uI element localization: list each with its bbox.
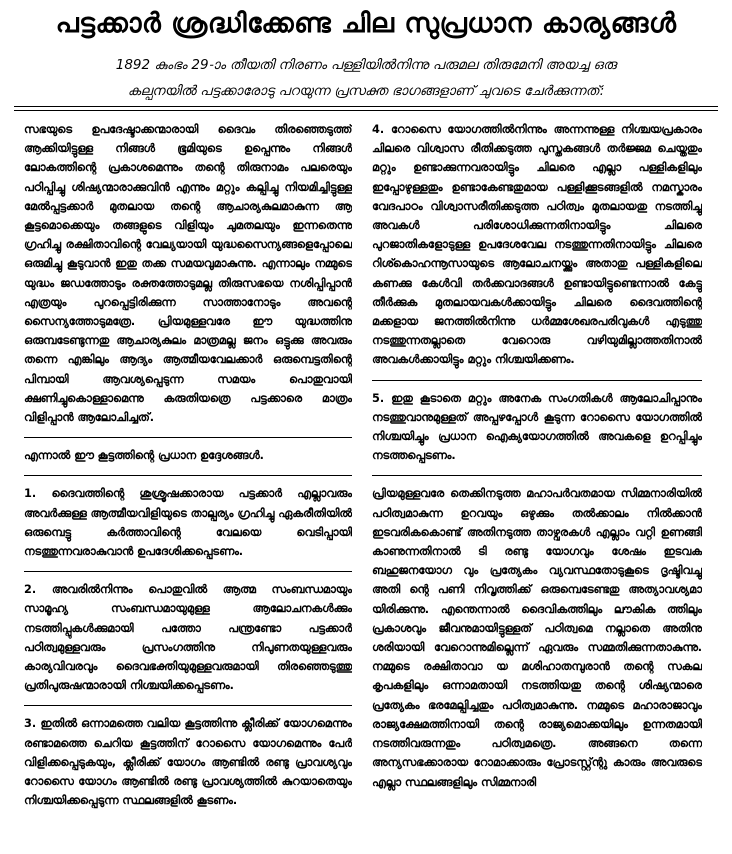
paragraph-divider [24,705,352,706]
point-5-paragraph: 5. ഇതു കൂടാതെ മറ്റും അനേക സംഗതികൾ ആലോചിപ്പാനും നടത്തുവാനുമുള്ളത് അപ്പഴപ്പോൾ കൂടുന്ന റോസൈ യോഗത്തിൽ നിശ്ചയിച്ചും പ്രധാന ഐക്യയോഗത്തിൽ അവകളെ ഉറപ്പിച്ചും നടത്തപ്പെടണം. [372,391,702,463]
paragraph-divider [24,437,352,438]
right-column [372,120,702,852]
divider-top [14,106,718,107]
divider-bottom [14,110,718,111]
subtitle-line-2: കല്പനയിൽ പട്ടക്കാരോടു പറയുന്ന പ്രസക്ത ഭാഗങ്ങളാണ് ചുവടെ ചേർക്കുന്നത്: [127,83,605,99]
point-2-paragraph: 2. അവരിൽനിന്നും പൊതുവിൽ ആത്മ സംബന്ധമായും സാമൂഹ്യ സംബന്ധമായുമുള്ള ആലോചനകൾക്കും നടത്തിപ്പുകൾക്കുമായി പത്തോ പന്ത്രണ്ടോ പട്ടക്കാർ പഠിത്വമുള്ളവരും പ്രസംഗത്തിനു നിപുണതയുള്ളവരും കാര്യവിവരവും ദൈവഭക്തിയുമുള്ളവരുമായി തിരഞ്ഞെടുത്തു പ്രതിപുരുഷന്മാരായി നിശ്ചയിക്കപ്പെടണം. [24,583,352,693]
left-column [24,120,352,852]
point-3-paragraph: 3. ഇതിൽ ഒന്നാമത്തെ വലിയ കൂട്ടത്തിന്നു ക്ലീരിക്ക് യോഗമെന്നും രണ്ടാമത്തെ ചെറിയ കൂട്ടത്തിന് റോസൈ യോഗമെന്നും പേർ വിളിക്കപ്പെടുകയും, ക്ലീരിക്ക് യോഗം ആണ്ടിൽ രണ്ടു പ്രാവശ്യവും റോസൈ യോഗം ആണ്ടിൽ രണ്ടു പ്രാവശ്യത്തിൽ കുറയാതെയും നിശ്ചയിക്കപ്പെടുന്ന സ്ഥലങ്ങളിൽ കൂടണം. [24,717,352,808]
paragraph-divider [372,475,702,476]
paragraph-divider [372,380,702,381]
point-4-paragraph: 4. റോസൈ യോഗത്തിൽനിന്നും അന്നന്നുള്ള നിശ്ചയപ്രകാരം ചിലരെ വിശ്വാസ രീതിക്കടുത്ത പുസ്തകങ്ങൾ തർജ്ജമ ചെയ്തതും മറ്റും ഉണ്ടാക്കുന്നവരായിട്ടും ചിലരെ എല്ലാ പള്ളികളിലും ഇപ്പോഴുള്ളതും ഉണ്ടാകേണ്ടതുമായ പള്ളിക്കൂടങ്ങളിൽ നമസ്കാരം വേദപാഠം വിശ്വാസരീതിക്കടുത്ത പഠിത്വം മുതലായതു നടത്തിച്ചു അവകൾ പരിശോധിക്കുന്നതിനായിട്ടും ചിലരെ പുറജാതികളോടുള്ള ഉപദേശവേല നടത്തുന്നതിനായിട്ടും ചിലരെ റിശ്കൊഹന്നൂസായുടെ ആലോചനയ്ക്കും അതാതു പള്ളികളിലെ കണക്കു കേൾവി തർക്കവാദങ്ങൾ ഉണ്ടായിട്ടുണ്ടെന്നാൽ കേട്ടു തീർക്കുക മുതലായവകൾക്കായിട്ടും ചിലരെ ദൈവത്തിന്റെ മക്കളായ ജനത്തിൽനിന്നു ധർമ്മശേഖരപരിവുകൾ എടുത്തു നടത്തുന്നതല്ലാതെ വേറൊരു വഴിയുമില്ലാത്തതിനാൽ അവകൾക്കായിട്ടും മറ്റും നിശ്ചയിക്കണം. [372,123,702,367]
page-title: പട്ടക്കാർ ശ്രദ്ധിക്കേണ്ട ചില സുപ്രധാന കാര്യങ്ങൾ [55,8,677,39]
point-1-paragraph: 1. ദൈവത്തിന്റെ ശുശ്രൂഷക്കാരായ പട്ടക്കാർ എല്ലാവരും അവർക്കുള്ള ആത്മീയവിളിയുടെ താല്പര്യം ഗ്രഹിച്ചു ഏകരീതിയിൽ ഒരുമ്പെട്ടു കർത്താവിന്റെ വേലയെ വെടിപ്പായി നടത്തുന്നവരാകുവാൻ ഉപദേശിക്കപ്പെടണം. [24,487,352,559]
paragraph-divider [24,475,352,476]
purpose-heading: എന്നാൽ ഈ കൂട്ടത്തിന്റെ പ്രധാന ഉദ്ദേശങ്ങൾ. [24,449,264,463]
closing-paragraph: പ്രിയമുള്ളവരേ തെക്കിനടുത്ത മഹാപർവതമായ സിമ്മനാരിയിൽ പഠിത്വമാകുന്ന ഉറവയും ഒഴുക്കും തൽക്കാലം നിൽക്കാൻ ഇടവരികകൊണ്ട് അതിനടുത്ത താഴ്വരകൾ എല്ലാം വറ്റി ഉണങ്ങി കാണുന്നതിനാൽ ടി രണ്ടു യോഗവും ശേഷം ഇടവക ബഹുജനയോഗ വും പ്രത്യേകം വ്യവസ്ഥതോടുകൂടെ ദൃഷ്ടിവച്ചു അതി ന്റെ പണി നിവൃത്തിക്ക് ഒരുമ്പെടേണ്ടതു അത്യാവശ്യമാ യിരിക്കുന്നു. എന്തെന്നാൽ ദൈവികത്തിലും ലൗകിക ത്തിലും പ്രകാശവും ജീവനുമായിട്ടുള്ളത് പഠിത്വമെ നല്ലാതെ അതിനു ശരിയായി വേറൊന്നുമില്ലെന്ന് ഏവരും സമ്മതിക്കുന്നതാകുന്നു. നമ്മുടെ രക്ഷിതാവാ യ മശിഹാതമ്പുരാൻ തന്റെ സകല കൃപകളിലും ഒന്നാമതായി നടത്തിയതു തന്റെ ശിഷ്യന്മാരെ പ്രത്യേകം ഭരമേല്പിച്ചതും പഠിത്വമാകുന്നു. നമ്മുടെ മഹാരാജാവും രാജ്യക്ഷേമത്തിനായി തന്റെ രാജ്യമൊക്കയിലും ഉന്നതമായി നടത്തിവരുന്നതും പഠിത്വമത്രെ. അങ്ങനെ തന്നെ അന്യസഭക്കാരായ റോമാക്കാരും പ്രോടസ്റ്റ്ന്റു കാരും അവരുടെ എല്ലാ സ്ഥലങ്ങളിലും സിമ്മനാരി [372,487,702,789]
subtitle [14,52,718,104]
intro-paragraph: സഭയുടെ ഉപദേഷ്ടാക്കന്മാരായി ദൈവം തിരഞ്ഞെടുത്ത് ആക്കിയിട്ടുള്ള നിങ്ങൾ ഭൂമിയുടെ ഉപ്പെന്നും നിങ്ങൾ ലോകത്തിന്റെ പ്രകാശമെന്നും തന്റെ തിരുനാമം പലരെയും പഠിപ്പിച്ചു ശിഷ്യന്മാരാക്കുവിൻ എന്നും മറ്റും കല്പിച്ചു നിയമിച്ചിട്ടുള്ള മേൽപ്പട്ടക്കാർ മുതലായ തന്റെ ആചാര്യകുലമാകുന്ന ആ കൂട്ടമൊക്കെയും തങ്ങളുടെ വിളിയും ചുമതലയും ഇന്നതെന്നു ഗ്രഹിച്ചു രക്ഷിതാവിന്റെ വേല്യയായി യുദ്ധസൈന്യങ്ങളെപ്പോലെ ഒരുമിച്ചു കൂടുവാൻ ഇതു തക്ക സമയവുമാകുന്നു. എന്നാലും നമ്മുടെ യുദ്ധം ജഡത്തോടും രക്തത്തോടുമല്ല തിരുസഭയെ നശിപ്പിപ്പാൻ എത്രയും പുറപ്പെട്ടിരിക്കുന്ന സാത്താനോടും അവന്റെ സൈന്യത്തോടുമത്രേ. പ്രിയമുള്ളവരേ ഈ യുദ്ധത്തിനു ഒരുമ്പടേണ്ടുന്നതു ആചാര്യകുലം മാത്രമല്ല ജനം ഒട്ടുക്കു അവരും തന്നെ എങ്കിലും ആദ്യം ആത്മീയവേലക്കാർ ഒരുമ്പെട്ടതിന്റെ പിമ്പായി ആവശ്യപ്പെടുന്ന സമയം പൊതുവായി ക്ഷണിച്ചുകൊള്ളാമെന്നു കരുതിയത്രെ പട്ടക്കാരെ മാത്രം വിളിപ്പാൻ ആലോചിച്ചത്. [24,123,352,425]
subtitle-line-1: 1892 കുംഭം 29-ാം തീയതി നിരണം പള്ളിയിൽനിന്നു പരുമല തിരുമേനി അയച്ച ഒരു [115,57,617,73]
paragraph-divider [24,571,352,572]
